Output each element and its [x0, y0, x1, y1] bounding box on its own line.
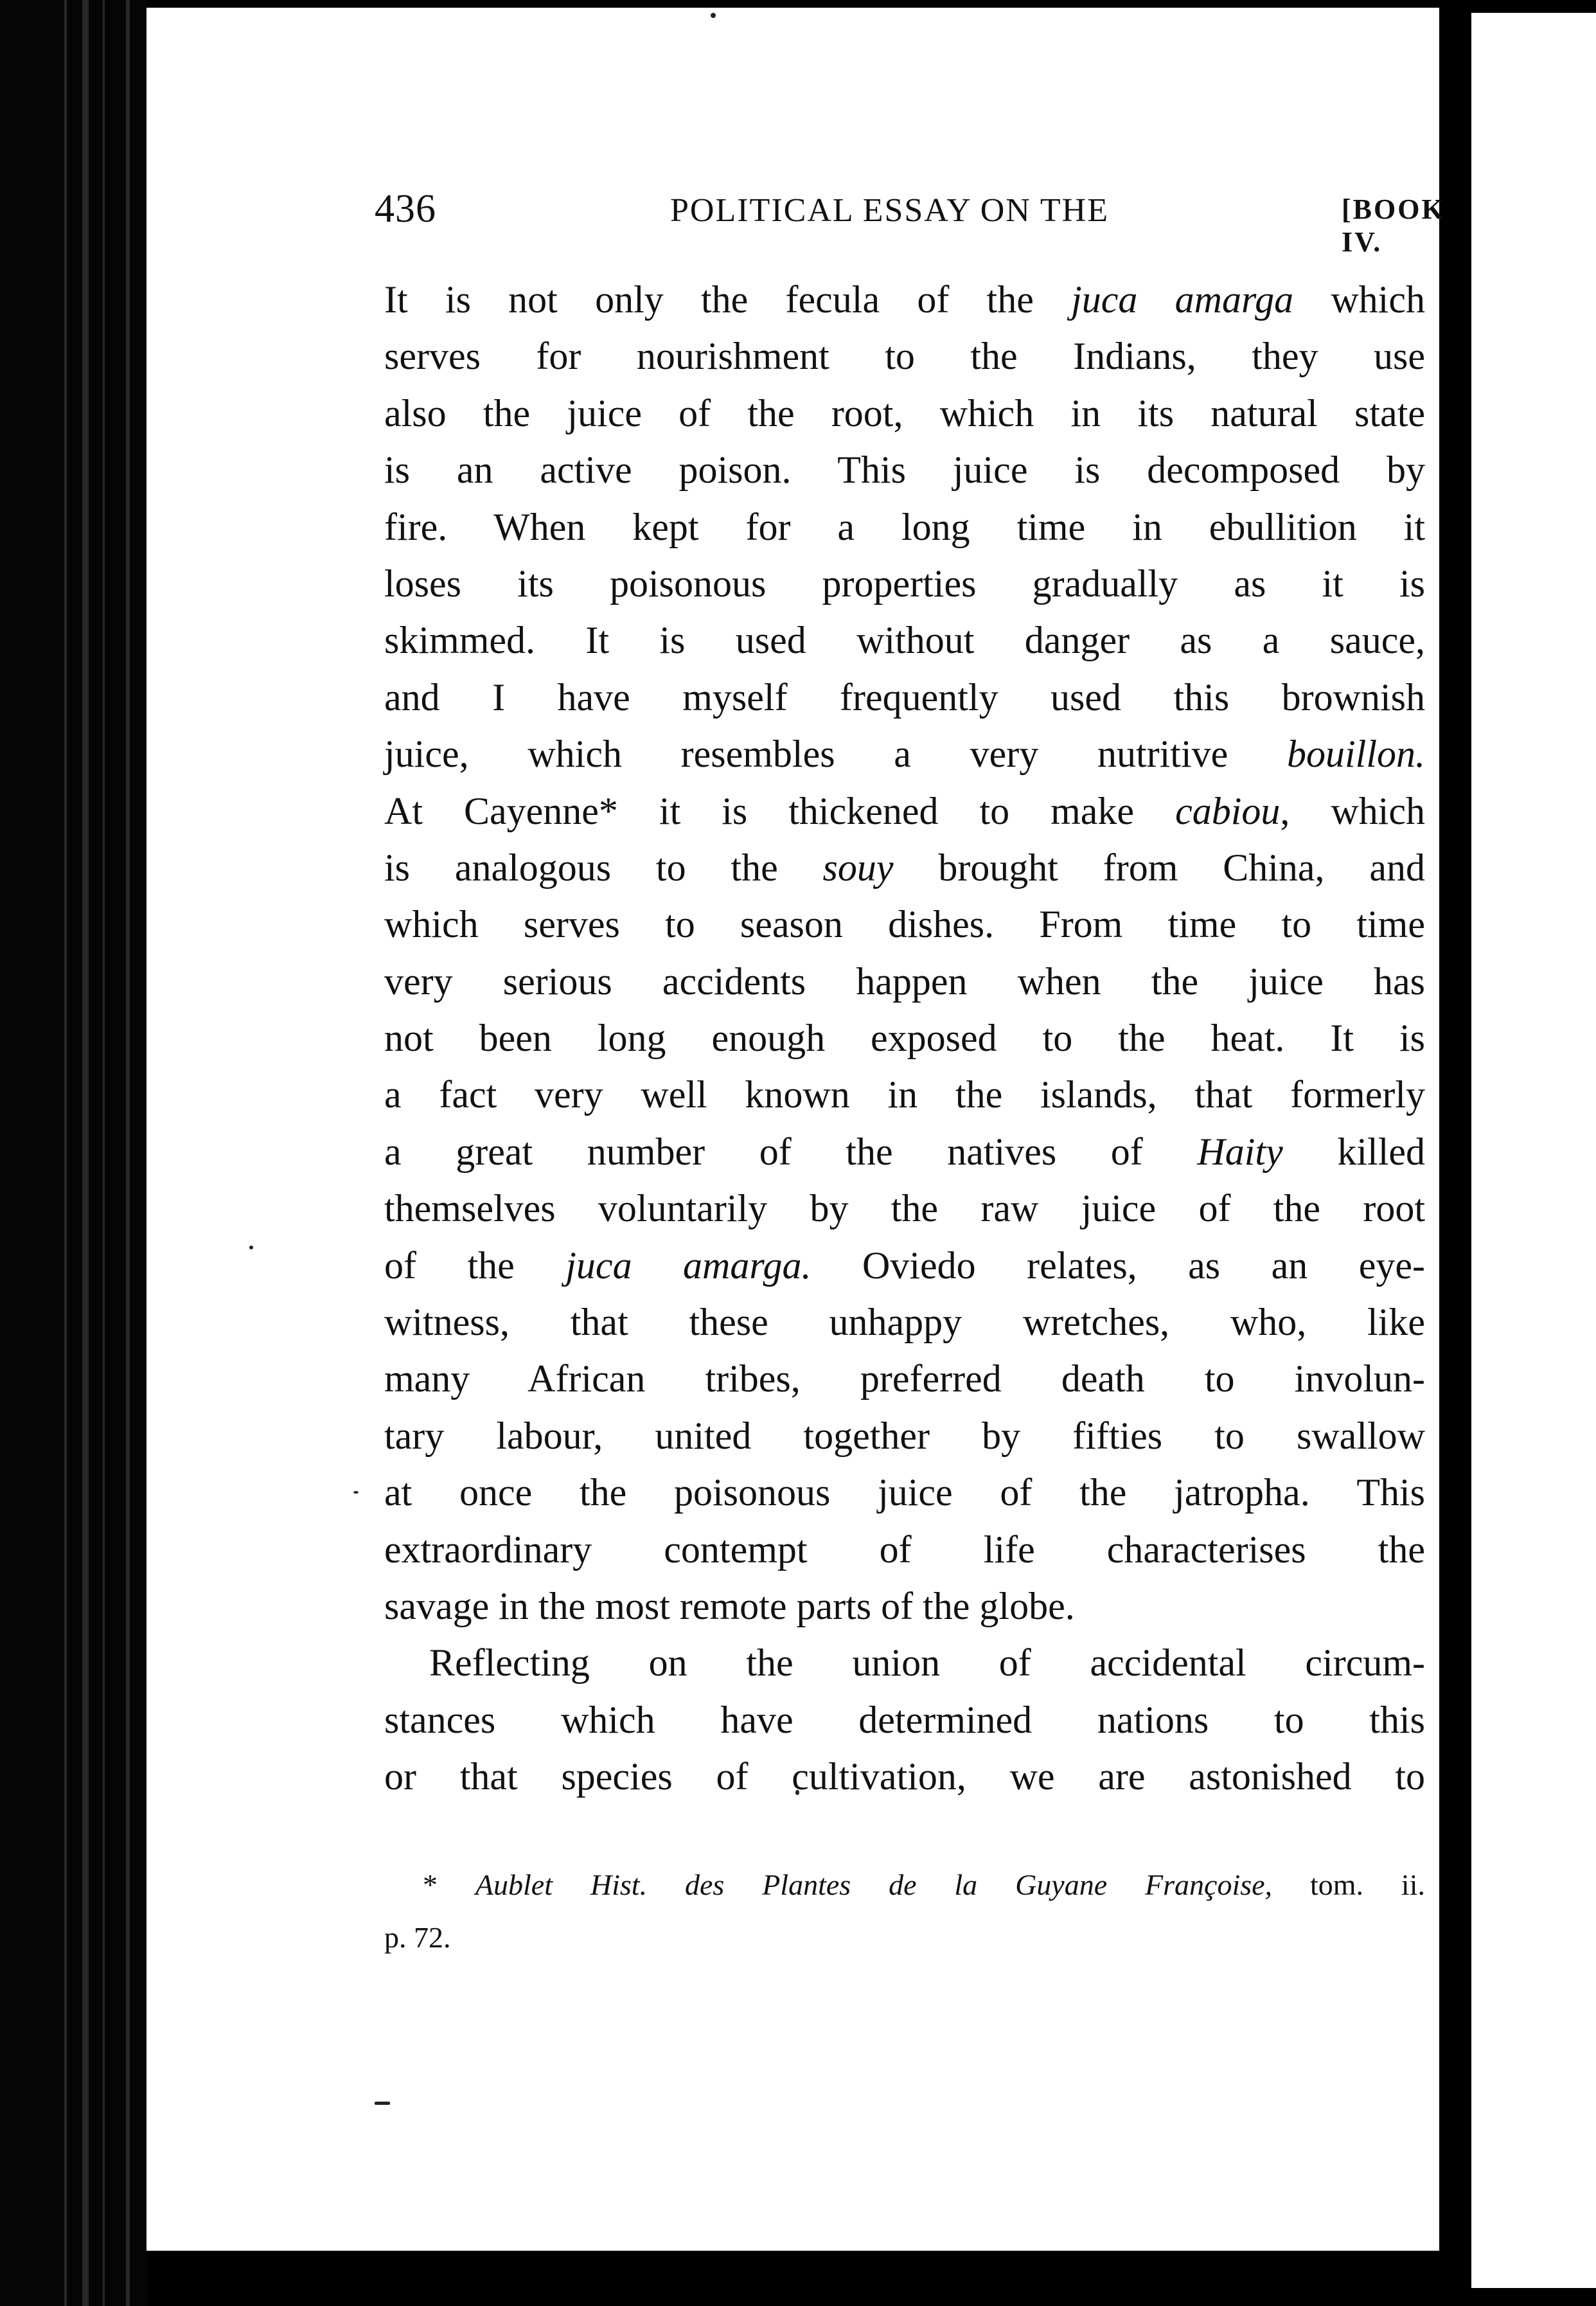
- italic-run: juca amarga.: [565, 1244, 811, 1287]
- ink-speck: [711, 13, 716, 18]
- footnote: [384, 1859, 1425, 1964]
- running-head: [375, 186, 1446, 258]
- italic-run: souy: [822, 846, 894, 889]
- facing-page-sliver: [1471, 13, 1596, 2288]
- italic-run: cabiou: [1175, 789, 1281, 832]
- scan-left-edge: [0, 0, 148, 2306]
- italic-run: juca amarga: [1071, 278, 1294, 321]
- text-line: also the juice of the root, which in its natural state: [384, 391, 1425, 434]
- text-line: very serious accidents happen when the juice has: [384, 960, 1425, 1003]
- text-line: stances which have determined nations to this: [384, 1698, 1425, 1741]
- text-line: a fact very well known in the islands, that formerly: [384, 1073, 1425, 1116]
- text-line: which serves to season dishes. From time to time: [384, 903, 1425, 946]
- ink-speck: [249, 1246, 253, 1249]
- text-line: fire. When kept for a long time in ebullition it: [384, 505, 1425, 548]
- text-line: themselves voluntarily by the raw juice of the root: [384, 1187, 1425, 1230]
- text-line: juice, which resembles a very nutritive bouillon.: [384, 733, 1425, 776]
- running-title: POLITICAL ESSAY ON THE: [670, 192, 1109, 229]
- text-line: of the juca amarga. Oviedo relates, as an eye-: [384, 1244, 1426, 1287]
- ink-speck: [353, 1491, 359, 1494]
- text-line: serves for nourishment to the Indians, they use: [384, 335, 1425, 378]
- text-line: tary labour, united together by fifties to swallow: [384, 1414, 1425, 1457]
- body-text: [384, 271, 1425, 1805]
- text-line: a great number of the natives of Haity killed: [384, 1130, 1425, 1173]
- book-marker: [BOOK IV.: [1342, 193, 1446, 258]
- text-line: loses its poisonous properties gradually as it is: [384, 562, 1425, 605]
- text-line: It is not only the fecula of the juca amarga which: [384, 278, 1425, 321]
- text-line: extraordinary contempt of life characterises the: [384, 1528, 1425, 1571]
- italic-run: Aublet Hist. des Plantes de la Guyane Françoise,: [475, 1868, 1273, 1901]
- text-line: skimmed. It is used without danger as a sauce,: [384, 619, 1425, 662]
- text-line: not been long enough exposed to the heat. It is: [384, 1017, 1425, 1060]
- text-line: Reflecting on the union of accidental circum-: [429, 1641, 1425, 1685]
- text-line: savage in the most remote parts of the globe.: [384, 1584, 1075, 1627]
- text-line: at once the poisonous juice of the jatropha. This: [384, 1471, 1425, 1514]
- footnote-line: * Aublet Hist. des Plantes de la Guyane Françoise, tom. ii.: [423, 1868, 1425, 1901]
- text-line: witness, that these unhappy wretches, who, like: [384, 1301, 1425, 1344]
- scan-streak: [64, 0, 67, 2306]
- text-line: and I have myself frequently used this brownish: [384, 675, 1425, 719]
- book-page: [146, 8, 1446, 2251]
- page-number: 436: [375, 187, 436, 231]
- scan-streak: [103, 0, 105, 2306]
- italic-run: Haity: [1197, 1130, 1283, 1173]
- footnote-line: p. 72.: [384, 1921, 451, 1954]
- ink-speck: [375, 2102, 390, 2105]
- text-line: At Cayenne* it is thickened to make cabiou, which: [384, 789, 1425, 832]
- text-line: is an active poison. This juice is decomposed by: [384, 449, 1425, 492]
- text-line: or that species of cultivation, we are astonished to: [384, 1755, 1425, 1798]
- text-line: is analogous to the souy brought from China, and: [384, 846, 1425, 889]
- italic-run: bouillon.: [1286, 733, 1425, 776]
- scan-streak: [126, 0, 130, 2306]
- scan-streak: [82, 0, 89, 2306]
- text-line: many African tribes, preferred death to involun-: [384, 1357, 1425, 1400]
